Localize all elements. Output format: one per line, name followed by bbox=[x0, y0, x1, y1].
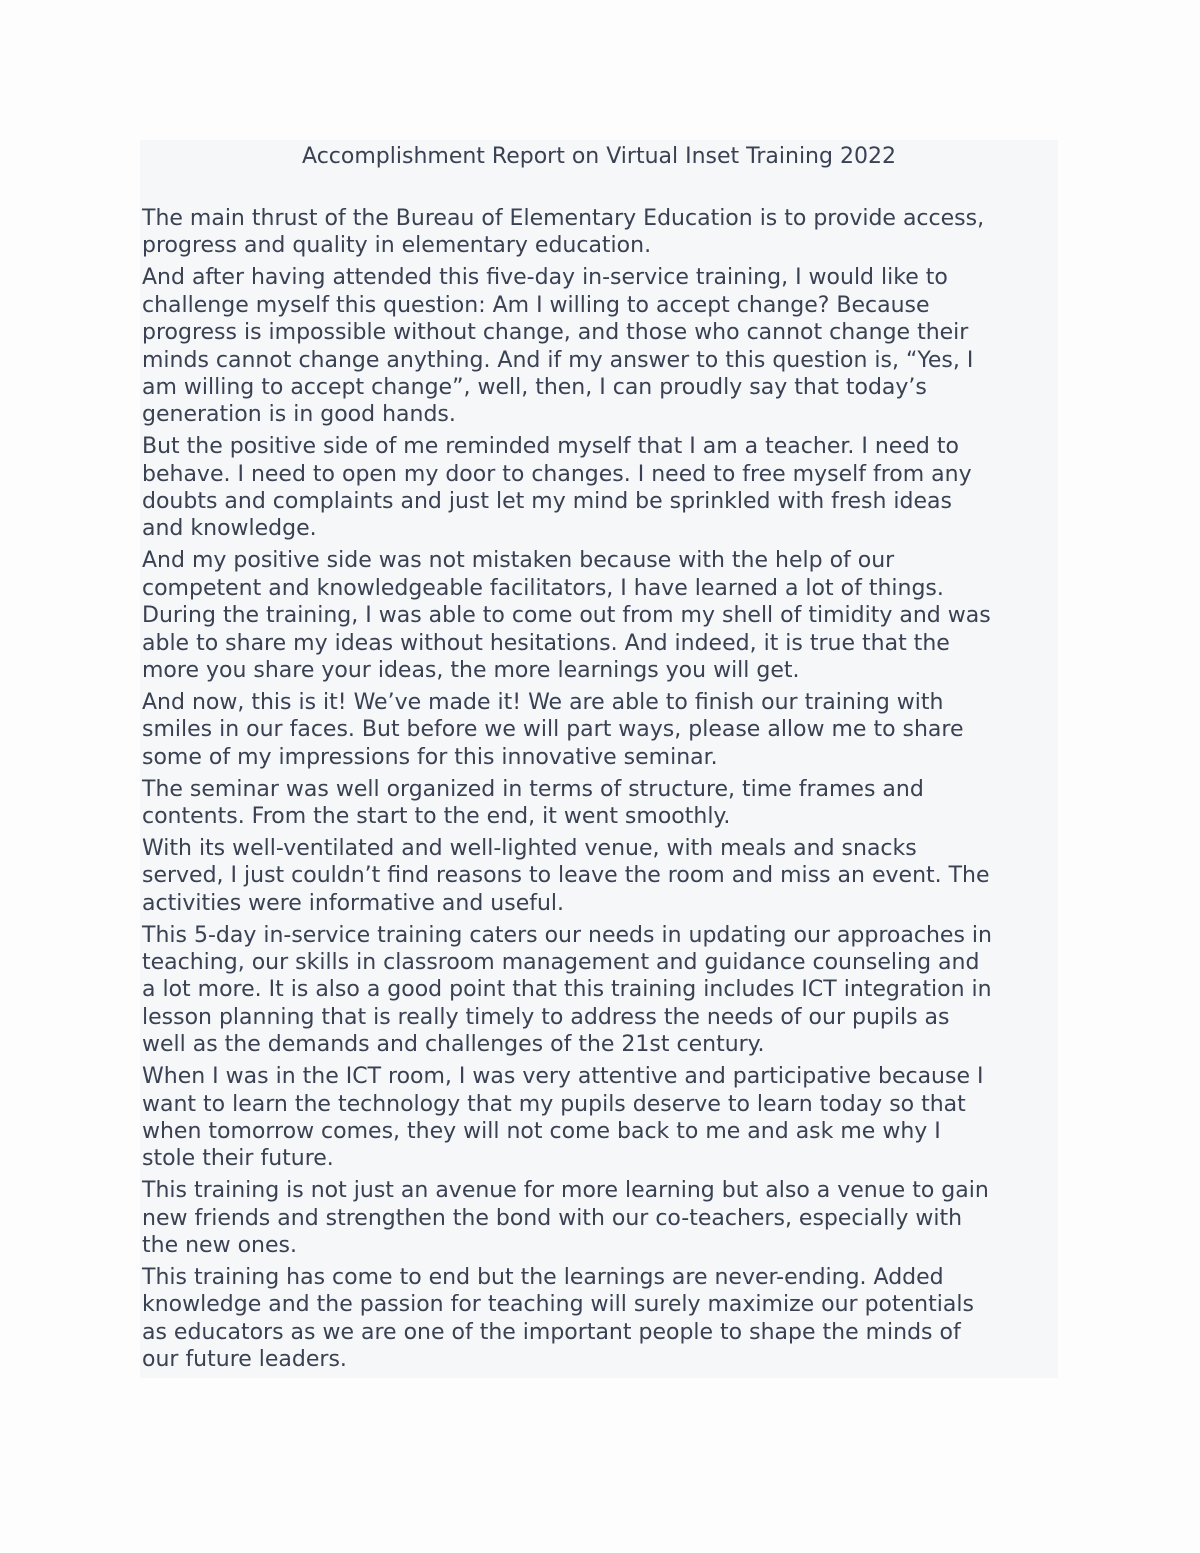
document-paragraph bbox=[142, 1264, 1082, 1374]
paragraph-line: lesson planning that is really timely to address the needs of our pupils as bbox=[142, 1004, 950, 1030]
paragraph-line: a lot more. It is also a good point that this training includes ICT integration in bbox=[142, 977, 992, 1003]
paragraph-line: progress is impossible without change, and those who cannot change their bbox=[142, 320, 969, 346]
paragraph-line: doubts and complaints and just let my mind be sprinkled with fresh ideas bbox=[142, 489, 952, 515]
document-body bbox=[142, 205, 1082, 1378]
paragraph-line: teaching, our skills in classroom management and guidance counseling and bbox=[142, 950, 980, 976]
paragraph-line: This 5-day in-service training caters our needs in updating our approaches in bbox=[142, 922, 992, 948]
paragraph-line: our future leaders. bbox=[142, 1347, 347, 1373]
paragraph-line: smiles in our faces. But before we will part ways, please allow me to share bbox=[142, 717, 964, 743]
paragraph-line: served, I just couldn’t find reasons to leave the room and miss an event. The bbox=[142, 863, 990, 889]
document-title: Accomplishment Report on Virtual Inset Training 2022 bbox=[302, 144, 896, 169]
document-paragraph bbox=[142, 1177, 1082, 1259]
paragraph-line: the new ones. bbox=[142, 1233, 297, 1259]
paragraph-line: competent and knowledgeable facilitators, I have learned a lot of things. bbox=[142, 575, 944, 601]
paragraph-line: generation is in good hands. bbox=[142, 402, 456, 428]
paragraph-line: This training is not just an avenue for more learning but also a venue to gain bbox=[142, 1178, 989, 1204]
paragraph-line: And now, this is it! We’ve made it! We are able to finish our training with bbox=[142, 689, 944, 715]
paragraph-line: some of my impressions for this innovative seminar. bbox=[142, 744, 718, 770]
paragraph-line: when tomorrow comes, they will not come back to me and ask me why I bbox=[142, 1119, 941, 1144]
paragraph-line: The seminar was well organized in terms of structure, time frames and bbox=[142, 776, 924, 802]
paragraph-line: knowledge and the passion for teaching will surely maximize our potentials bbox=[142, 1292, 974, 1318]
paragraph-line: want to learn the technology that my pupils deserve to learn today so that bbox=[142, 1091, 966, 1117]
paragraph-line: When I was in the ICT room, I was very attentive and participative because I bbox=[142, 1064, 984, 1090]
paragraph-line: The main thrust of the Bureau of Elementary Education is to provide access, bbox=[142, 206, 985, 231]
paragraph-line: But the positive side of me reminded myself that I am a teacher. I need to bbox=[142, 434, 959, 460]
paragraph-line: And after having attended this five-day in-service training, I would like to bbox=[142, 265, 948, 291]
document-paragraph bbox=[142, 776, 1082, 831]
paragraph-line: am willing to accept change”, well, then, I can proudly say that today’s bbox=[142, 374, 927, 400]
paragraph-line: able to share my ideas without hesitations. And indeed, it is true that the bbox=[142, 630, 950, 656]
paragraph-line: activities were informative and useful. bbox=[142, 890, 565, 916]
paragraph-line: And my positive side was not mistaken because with the help of our bbox=[142, 548, 895, 574]
paragraph-line: challenge myself this question: Am I willing to accept change? Because bbox=[142, 292, 930, 318]
document-paragraph bbox=[142, 689, 1082, 771]
document-paragraph bbox=[142, 1063, 1082, 1173]
paragraph-line: This training has come to end but the learnings are never-ending. Added bbox=[142, 1265, 944, 1291]
paragraph-line: progress and quality in elementary education. bbox=[142, 233, 652, 259]
paragraph-line: more you share your ideas, the more learnings you will get. bbox=[142, 658, 800, 683]
document-paragraph bbox=[142, 433, 1082, 543]
paragraph-line: minds cannot change anything. And if my answer to this question is, “Yes, I bbox=[142, 347, 974, 373]
paragraph-line: During the training, I was able to come out from my shell of timidity and was bbox=[142, 603, 991, 629]
paragraph-line: new friends and strengthen the bond with our co-teachers, especially with bbox=[142, 1205, 963, 1231]
paragraph-line: behave. I need to open my door to changes. I need to free myself from any bbox=[142, 461, 972, 487]
paragraph-line: contents. From the start to the end, it went smoothly. bbox=[142, 804, 731, 830]
paragraph-line: stole their future. bbox=[142, 1146, 334, 1172]
document-paragraph bbox=[142, 835, 1082, 917]
document-paragraph bbox=[142, 205, 1082, 260]
paragraph-line: as educators as we are one of the important people to shape the minds of bbox=[142, 1319, 961, 1345]
paragraph-line: and knowledge. bbox=[142, 516, 317, 542]
document-paragraph bbox=[142, 922, 1082, 1059]
paragraph-line: With its well-ventilated and well-lighted venue, with meals and snacks bbox=[142, 835, 917, 861]
document-paragraph bbox=[142, 264, 1082, 428]
paragraph-line: well as the demands and challenges of the 21st century. bbox=[142, 1032, 765, 1058]
document-paragraph bbox=[142, 547, 1082, 684]
